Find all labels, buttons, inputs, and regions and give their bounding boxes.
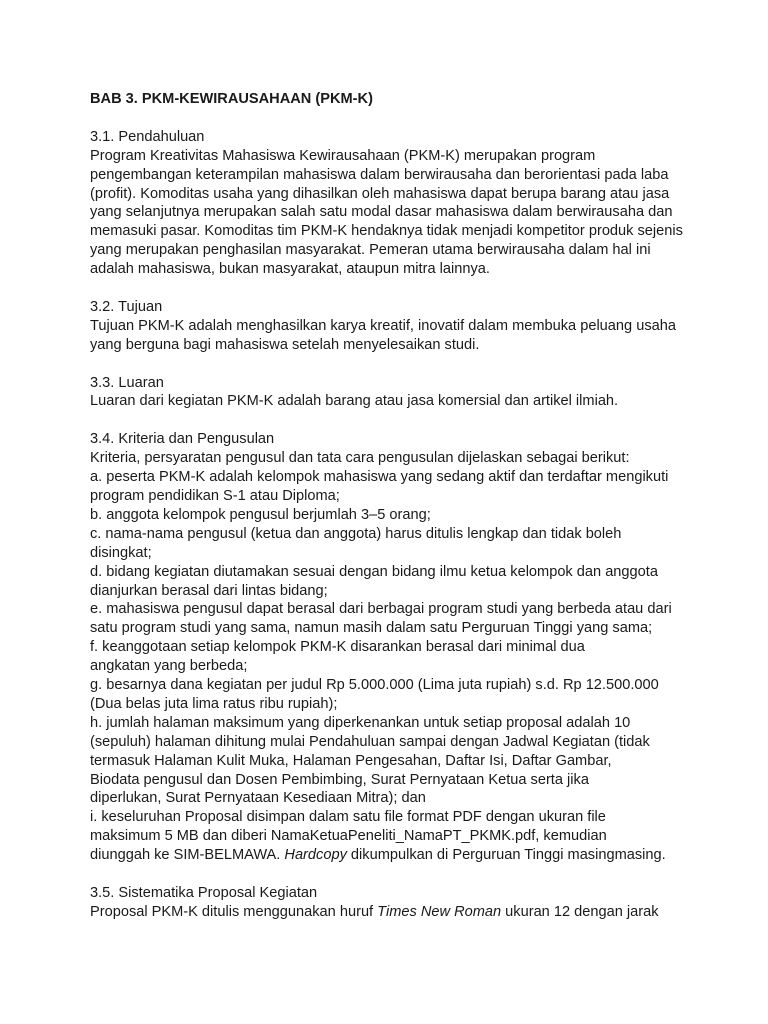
list-item-line: d. bidang kegiatan diutamakan sesuai dengan bidang ilmu ketua kelompok dan anggota xyxy=(90,563,658,580)
list-item-line: a. peserta PKM-K adalah kelompok mahasiswa yang sedang aktif dan terdaftar mengikuti xyxy=(90,469,669,486)
list-item-line xyxy=(90,846,730,865)
section-pendahuluan xyxy=(90,128,730,279)
list-item-line: f. keanggotaan setiap kelompok PKM-K disarankan berasal dari minimal dua xyxy=(90,639,585,656)
list-item-line: h. jumlah halaman maksimum yang diperkenankan untuk setiap proposal adalah 10 xyxy=(90,714,631,731)
list-item-line: b. anggota kelompok pengusul berjumlah 3–5 orang; xyxy=(90,506,431,523)
paragraph-line: adalah mahasiswa, bukan masyarakat, ataupun mitra lainnya. xyxy=(90,261,490,278)
list-item-line: dianjurkan berasal dari lintas bidang; xyxy=(90,582,328,599)
section-heading: 3.5. Sistematika Proposal Kegiatan xyxy=(90,884,318,901)
list-item-line: disingkat; xyxy=(90,544,152,561)
chapter-title: BAB 3. PKM-KEWIRAUSAHAAN (PKM-K) xyxy=(90,91,373,107)
italic-text-run: Times New Roman xyxy=(377,903,502,920)
section-heading: 3.1. Pendahuluan xyxy=(90,128,205,145)
section-luaran xyxy=(90,374,730,412)
text-run: dikumpulkan di Perguruan Tinggi masingmasing. xyxy=(346,847,666,864)
list-item-line: program pendidikan S-1 atau Diploma; xyxy=(90,487,340,504)
paragraph-line: yang berguna bagi mahasiswa setelah menyelesaikan studi. xyxy=(90,336,480,353)
paragraph-line: Program Kreativitas Mahasiswa Kewirausahaan (PKM-K) merupakan program xyxy=(90,147,596,164)
paragraph-line: Tujuan PKM-K adalah menghasilkan karya kreatif, inovatif dalam membuka peluang usaha xyxy=(90,317,676,334)
paragraph-line: Kriteria, persyaratan pengusul dan tata cara pengusulan dijelaskan sebagai berikut: xyxy=(90,450,630,467)
list-item-line: (Dua belas juta lima ratus ribu rupiah); xyxy=(90,695,338,712)
paragraph-line: yang merupakan penghasilan masyarakat. Pemeran utama berwirausaha dalam hal ini xyxy=(90,242,651,259)
section-sistematika xyxy=(90,884,730,922)
italic-text-run: Hardcopy xyxy=(284,847,347,864)
list-item-line: termasuk Halaman Kulit Muka, Halaman Pengesahan, Daftar Isi, Daftar Gambar, xyxy=(90,752,612,769)
paragraph-line: Luaran dari kegiatan PKM-K adalah barang atau jasa komersial dan artikel ilmiah. xyxy=(90,393,619,410)
paragraph-line: (profit). Komoditas usaha yang dihasilkan oleh mahasiswa dapat berupa barang atau jasa xyxy=(90,185,670,202)
list-item-line: diperlukan, Surat Pernyataan Kesediaan Mitra); dan xyxy=(90,790,426,807)
list-item-line: Biodata pengusul dan Dosen Pembimbing, Surat Pernyataan Ketua serta jika xyxy=(90,771,589,788)
paragraph-line: memasuki pasar. Komoditas tim PKM-K hendaknya tidak menjadi kompetitor produk sejenis xyxy=(90,223,683,240)
document-page xyxy=(90,90,730,941)
list-item-line: angkatan yang berbeda; xyxy=(90,658,248,675)
paragraph-line: yang selanjutnya merupakan salah satu modal dasar mahasiswa dalam berwirausaha dan xyxy=(90,204,673,221)
list-item-line: (sepuluh) halaman dihitung mulai Pendahuluan sampai dengan Jadwal Kegiatan (tidak xyxy=(90,733,650,750)
section-heading: 3.3. Luaran xyxy=(90,374,164,391)
section-kriteria xyxy=(90,430,730,865)
list-item-line: g. besarnya dana kegiatan per judul Rp 5.000.000 (Lima juta rupiah) s.d. Rp 12.500.000 xyxy=(90,677,659,694)
list-item-line: e. mahasiswa pengusul dapat berasal dari berbagai program studi yang berbeda atau dari xyxy=(90,601,672,618)
list-item-line: maksimum 5 MB dan diberi NamaKetuaPeneliti_NamaPT_PKMK.pdf, kemudian xyxy=(90,828,607,845)
text-run: ukuran 12 dengan jarak xyxy=(501,903,659,920)
paragraph-line: pengembangan keterampilan mahasiswa dalam berwirausaha dan berorientasi pada laba xyxy=(90,166,669,183)
list-item-line: i. keseluruhan Proposal disimpan dalam satu file format PDF dengan ukuran file xyxy=(90,809,606,826)
list-item-line: c. nama-nama pengusul (ketua dan anggota) harus ditulis lengkap dan tidak boleh xyxy=(90,525,622,542)
text-run: diunggah ke SIM-BELMAWA. xyxy=(90,847,285,864)
section-heading: 3.2. Tujuan xyxy=(90,298,163,315)
section-tujuan xyxy=(90,298,730,355)
section-heading: 3.4. Kriteria dan Pengusulan xyxy=(90,431,275,448)
paragraph-line xyxy=(90,903,730,922)
list-item-line: satu program studi yang sama, namun masih dalam satu Perguruan Tinggi yang sama; xyxy=(90,620,653,637)
text-run: Proposal PKM-K ditulis menggunakan huruf xyxy=(90,903,378,920)
